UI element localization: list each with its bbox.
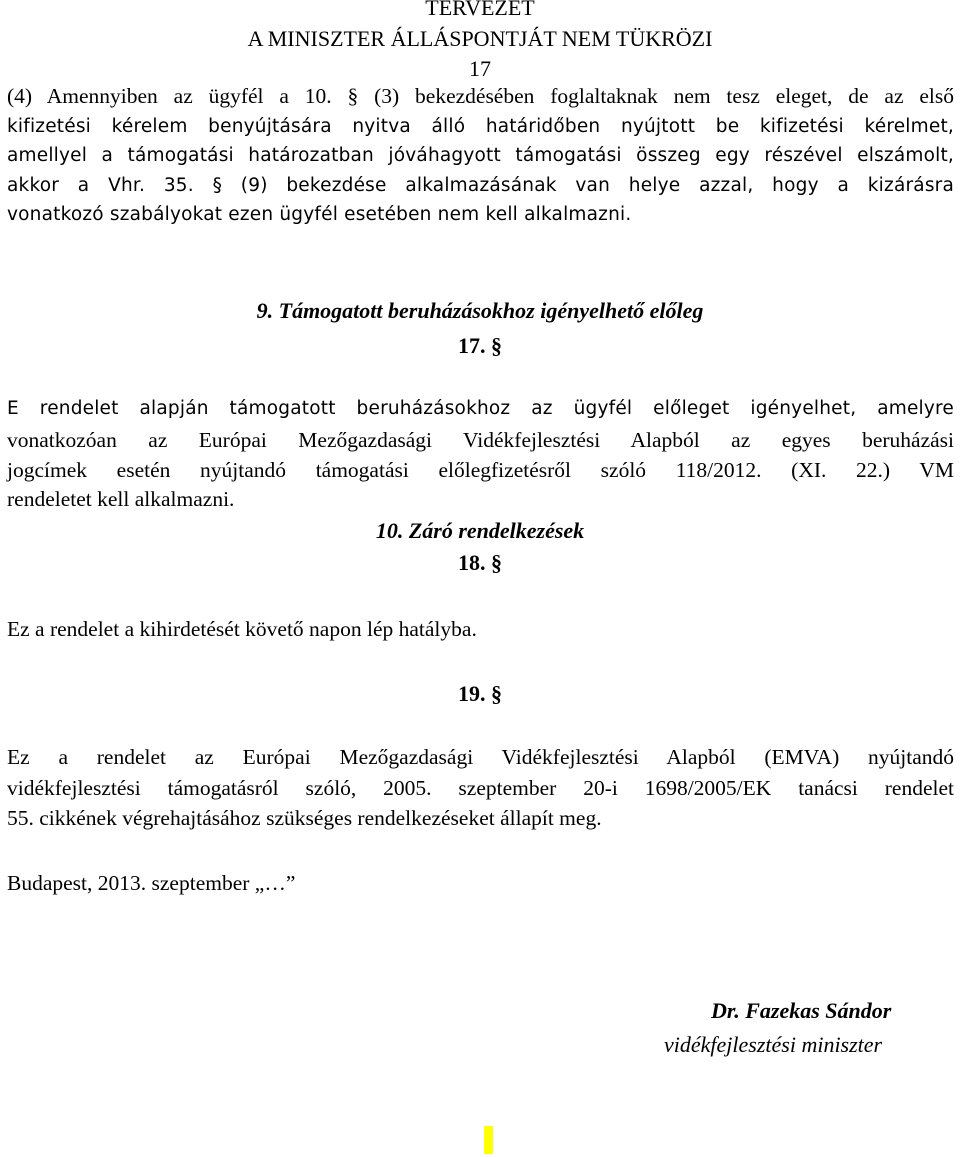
section-18-text: Ez a rendelet a kihirdetését követő napon lép hatályba. <box>7 617 477 641</box>
section-17-line-4: rendeletet kell alkalmazni. <box>7 487 235 511</box>
place-and-date: Budapest, 2013. szeptember „…” <box>7 871 296 895</box>
chapter-10-title: 10. Záró rendelkezések <box>375 518 585 543</box>
section-17-line-1: E rendelet alapján támogatott beruházásokhoz az ügyfél előleget igényelhet, amelyre <box>7 398 954 419</box>
section-19-number: 19. § <box>458 681 502 706</box>
disclaimer-heading: A MINISZTER ÁLLÁSPONTJÁT NEM TÜKRÖZI <box>247 26 713 51</box>
section-17-line-2: vonatkozóan az Európai Mezőgazdasági Vidékfejlesztési Alapból az egyes beruházási <box>7 428 954 452</box>
section-19-line-1: Ez a rendelet az Európai Mezőgazdasági Vidékfejlesztési Alapból (EMVA) nyújtandó <box>7 745 954 769</box>
section-19-line-3: 55. cikkének végrehajtásához szükséges rendelkezéseket állapít meg. <box>7 806 602 830</box>
paragraph-4-line-4: akkor a Vhr. 35. § (9) bekezdése alkalmazásának van helye azzal, hogy a kizárásra <box>7 175 954 196</box>
signatory-title: vidékfejlesztési miniszter <box>664 1032 883 1057</box>
signatory-name: Dr. Fazekas Sándor <box>711 998 892 1023</box>
paragraph-4-line-5: vonatkozó szabályokat ezen ügyfél esetében nem kell alkalmazni. <box>7 204 632 225</box>
paragraph-4-line-2: kifizetési kérelem benyújtására nyitva álló határidőben nyújtott be kifizetési kérelmet, <box>7 116 954 137</box>
section-17-number: 17. § <box>458 333 502 358</box>
section-19-line-2: vidékfejlesztési támogatásról szóló, 2005. szeptember 20-i 1698/2005/EK tanácsi rendelet <box>7 776 954 800</box>
highlight-marker <box>484 1126 493 1154</box>
page-number: 17 <box>469 56 491 81</box>
section-18-number: 18. § <box>458 550 502 575</box>
section-17-line-3: jogcímek esetén nyújtandó támogatási előlegfizetésről szóló 118/2012. (XI. 22.) VM <box>7 458 954 482</box>
chapter-9-title: 9. Támogatott beruházásokhoz igényelhető előleg <box>256 298 704 323</box>
paragraph-4-line-3: amellyel a támogatási határozatban jóváhagyott támogatási összeg egy részével elszámolt, <box>7 145 954 166</box>
draft-label: TERVEZET <box>425 0 535 20</box>
paragraph-4-line-1: (4) Amennyiben az ügyfél a 10. § (3) bekezdésében foglaltaknak nem tesz eleget, de az első <box>7 84 954 108</box>
